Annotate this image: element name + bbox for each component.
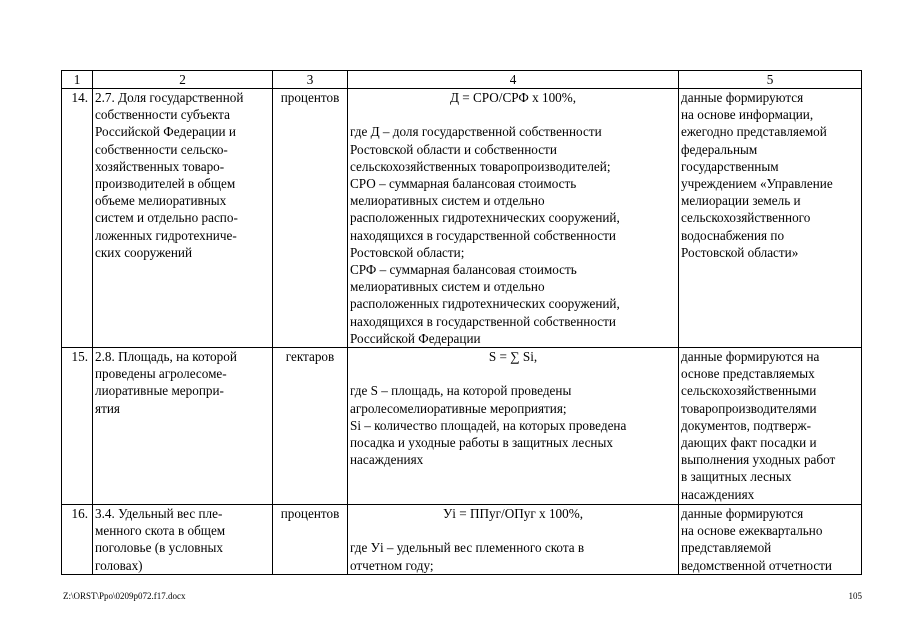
source-line: дающих факт посадки и xyxy=(681,435,817,451)
table-row xyxy=(62,348,862,505)
method-line: СРФ – суммарная балансовая стоимость xyxy=(350,262,577,278)
source-line: выполнения уходных работ xyxy=(681,452,836,468)
source-line: данные формируются xyxy=(681,506,804,522)
method-line: где Уi – удельный вес племенного скота в xyxy=(350,540,585,556)
header-cell-3: 3 xyxy=(273,71,348,89)
indicator-name-line: проведены агролесоме- xyxy=(95,366,227,382)
header-cell-4: 4 xyxy=(348,71,679,89)
formula-spacer xyxy=(350,365,676,382)
source-line: государственным xyxy=(681,158,779,174)
unit-cell: процентов xyxy=(273,505,348,575)
method-line: агролесомелиоративные мероприятия; xyxy=(350,400,567,416)
source-line: представляемой xyxy=(681,540,772,556)
indicator-name-line: ложенных гидротехниче- xyxy=(95,227,237,243)
indicator-name-line: лиоративные меропри- xyxy=(95,383,224,399)
method-line: где Д – доля государственной собственности xyxy=(350,124,602,140)
formula-spacer xyxy=(350,106,676,123)
source-line: федеральным xyxy=(681,141,758,157)
source-line: данные формируются xyxy=(681,90,804,105)
method-line: отчетном году; xyxy=(350,557,434,573)
row-number: 15. xyxy=(62,348,93,505)
source-line: учреждением «Управление xyxy=(681,176,833,192)
method-line: Si – количество площадей, на которых проведена xyxy=(350,417,627,433)
source-line: мелиорации земель и xyxy=(681,193,801,209)
header-cell-1: 1 xyxy=(62,71,93,89)
header-cell-5: 5 xyxy=(679,71,862,89)
formula: Уi = ППуг/ОПуг х 100%, xyxy=(442,506,584,522)
method-line: сельскохозяйственных товаропроизводителей; xyxy=(350,158,611,174)
indicator-table xyxy=(61,70,862,575)
indicator-name-line: головах) xyxy=(95,557,143,573)
method-line: где S – площадь, на которой проведены xyxy=(350,383,572,399)
header-row xyxy=(62,71,862,89)
formula: Д = СРО/СРФ х 100%, xyxy=(449,90,577,105)
method-line: СРО – суммарная балансовая стоимость xyxy=(350,176,577,191)
calculation-method-cell xyxy=(348,348,679,505)
indicator-name-line: поголовье (в условных xyxy=(95,540,223,556)
indicator-name-line: 2.7. Доля государственной xyxy=(95,90,244,105)
method-line: посадка и уходные работы в защитных лесных xyxy=(350,435,613,451)
source-line: водоснабжения по xyxy=(681,227,785,243)
header-cell-2: 2 xyxy=(93,71,273,89)
source-line: товаропроизводителями xyxy=(681,400,817,416)
table-row xyxy=(62,89,862,348)
data-source-cell xyxy=(679,89,862,348)
source-line: насаждениях xyxy=(681,486,755,502)
method-line: мелиоративных систем и отдельно xyxy=(350,193,545,209)
indicator-name-line: 2.8. Площадь, на которой xyxy=(95,349,237,365)
method-line: расположенных гидротехнических сооружений, xyxy=(350,210,620,226)
calculation-method-cell xyxy=(348,505,679,575)
source-line: документов, подтверж- xyxy=(681,417,812,433)
source-line: на основе информации, xyxy=(681,107,814,123)
formula-spacer xyxy=(350,522,676,539)
source-line: в защитных лесных xyxy=(681,469,792,485)
source-line: сельскохозяйственного xyxy=(681,210,811,226)
method-line: Российской Федерации xyxy=(350,330,481,346)
indicator-name-cell xyxy=(93,89,273,348)
indicator-name-line: собственности сельско- xyxy=(95,141,228,157)
source-line: ведомственной отчетности xyxy=(681,557,832,573)
source-line: данные формируются на xyxy=(681,349,820,365)
row-number: 14. xyxy=(62,89,93,348)
formula: S = ∑ Si, xyxy=(488,349,538,365)
indicator-name-line: менного скота в общем xyxy=(95,523,226,539)
method-line: находящихся в государственной собственности xyxy=(350,227,616,243)
method-line: находящихся в государственной собственности xyxy=(350,313,616,329)
indicator-name-line: хозяйственных товаро- xyxy=(95,158,225,174)
method-line: насаждениях xyxy=(350,452,424,468)
calculation-method-cell xyxy=(348,89,679,348)
indicator-name-line: Российской Федерации и xyxy=(95,124,236,140)
method-line: мелиоративных систем и отдельно xyxy=(350,279,545,295)
source-line: сельскохозяйственными xyxy=(681,383,817,399)
unit-cell: процентов xyxy=(273,89,348,348)
indicator-name-line: ятия xyxy=(95,400,120,416)
source-line: на основе ежеквартально xyxy=(681,523,823,539)
source-line: Ростовской области» xyxy=(681,244,799,260)
indicator-name-cell xyxy=(93,348,273,505)
indicator-name-line: собственности субъекта xyxy=(95,107,230,123)
method-line: Ростовской области и собственности xyxy=(350,141,557,157)
table-row xyxy=(62,505,862,575)
indicator-name-line: систем и отдельно распо- xyxy=(95,210,238,226)
method-line: расположенных гидротехнических сооружений, xyxy=(350,296,620,312)
source-line: основе представляемых xyxy=(681,366,815,382)
source-line: ежегодно представляемой xyxy=(681,124,827,140)
unit-cell: гектаров xyxy=(273,348,348,505)
indicator-name-line: объеме мелиоративных xyxy=(95,193,227,209)
footer-file-path: Z:\ORST\Ppo\0209p072.f17.docx xyxy=(63,591,186,601)
method-line: Ростовской области; xyxy=(350,244,465,260)
indicator-name-line: производителей в общем xyxy=(95,176,236,192)
data-source-cell xyxy=(679,348,862,505)
indicator-name-line: 3.4. Удельный вес пле- xyxy=(95,506,223,522)
indicator-name-line: ских сооружений xyxy=(95,244,193,260)
row-number: 16. xyxy=(62,505,93,575)
indicator-name-cell xyxy=(93,505,273,575)
footer-page-number: 105 xyxy=(848,591,862,601)
data-source-cell xyxy=(679,505,862,575)
